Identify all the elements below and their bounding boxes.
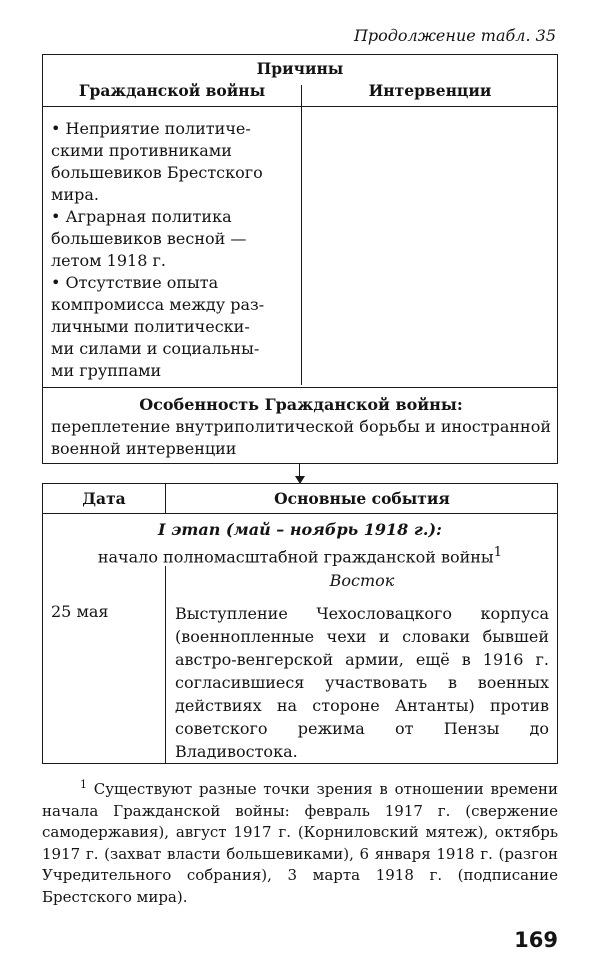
cause-line: летом 1918 г. (51, 251, 166, 270)
cause-line: • Отсутствие опыта (51, 273, 219, 292)
footnote-ref: 1 (493, 545, 503, 560)
footnote (42, 774, 558, 908)
causes-title: Причины (256, 59, 344, 78)
causes-table-header (43, 55, 557, 107)
cause-line: ми группами (51, 361, 162, 380)
stage-text: начало полномасштабной гражданской войны (97, 547, 494, 567)
footnote-mark: 1 (80, 778, 87, 791)
cause-line: большевиков Брестского (51, 163, 263, 182)
intervention-column-header: Интервенции (368, 81, 492, 100)
civil-war-feature (51, 394, 551, 460)
cause-line: большевиков весной — (51, 229, 247, 248)
region-label: Восток (329, 571, 395, 590)
cause-line: компромисса между раз- (51, 295, 265, 314)
feature-title: Особенность Гражданской войны: (139, 395, 463, 414)
cause-line: личными политически- (51, 317, 250, 336)
cause-line: • Неприятие политиче- (51, 119, 251, 138)
cause-line: скими противниками (51, 141, 232, 160)
events-table (42, 483, 558, 764)
row-divider (43, 387, 557, 388)
causes-table (42, 54, 558, 464)
stage-heading (43, 518, 557, 568)
events-table-header (43, 484, 557, 514)
events-column-header: Основные события (274, 489, 450, 508)
footnote-text: Существуют разные точки зрения в отношении времени начала Гражданской войны: февраль 1917 г. (свержение самодержавия), август 1917 г. (Корниловский мятеж), октябрь 1917 г. (захват власти большевиками), 6 января 1918 г. (разгон Учредительного собрания), 3 марта 1918 г. (подписание Брестского мира). (42, 780, 558, 906)
body-divider (165, 566, 166, 763)
column-divider (301, 85, 302, 385)
cause-line: • Аграрная политика (51, 207, 232, 226)
stage-title: I этап (май – ноябрь 1918 г.): (158, 520, 442, 539)
civil-war-causes-list (51, 118, 293, 382)
stage-subtitle (43, 541, 557, 568)
event-description: Выступление Чехословацкого корпуса (военнопленные чехи и словаки бывшей австро-венгерской армии, ещё в 1916 г. согласившиеся участвовать в военных действиях на стороне Антанты) против советского режима от Пензы до Владивостока. (175, 604, 549, 761)
continuation-label: Продолжение табл. 35 (353, 26, 556, 45)
date-column-header: Дата (82, 489, 126, 508)
civil-war-column-header: Гражданской войны (78, 81, 266, 100)
cause-line: ми силами и социальны- (51, 339, 260, 358)
cause-line: мира. (51, 185, 99, 204)
page-number: 169 (514, 928, 558, 952)
feature-text: переплетение внутриполитической борьбы и иностранной военной интервенции (51, 417, 551, 458)
event-date: 25 мая (51, 602, 109, 621)
